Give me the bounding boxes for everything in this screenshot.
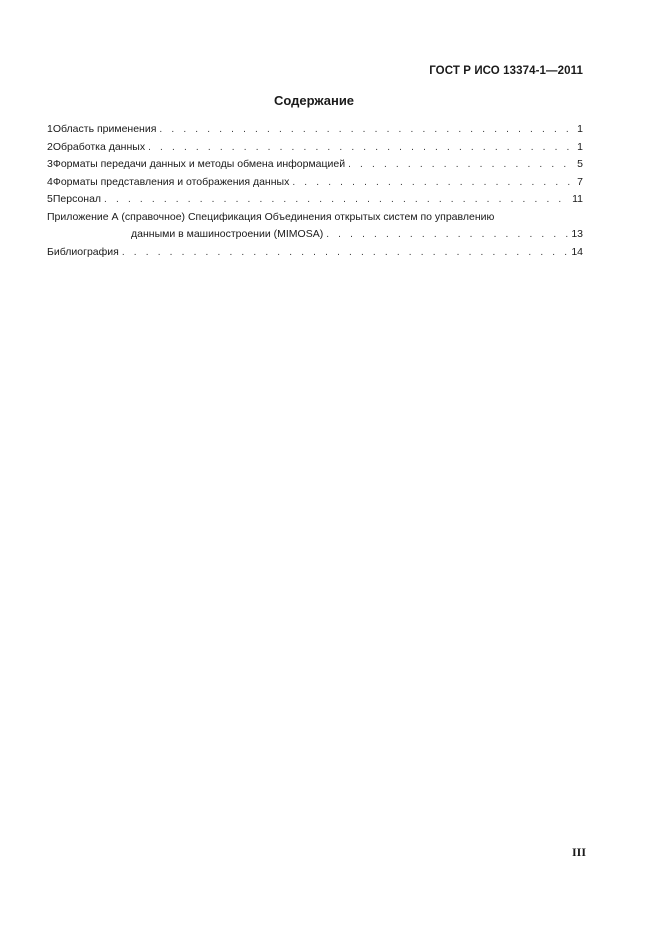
toc-leader-dots (104, 191, 569, 209)
toc-leader-dots (122, 244, 568, 262)
toc-entry-label: Форматы передачи данных и методы обмена информацией (52, 158, 346, 170)
toc-leader-dots (326, 226, 568, 244)
toc-entry-label: Область применения (52, 123, 157, 135)
toc-entry-3[interactable] (47, 156, 583, 174)
toc-annex-line2-row (47, 226, 583, 244)
toc-bibliography-label: Библиография (47, 245, 119, 258)
toc-entry-page: 7 (577, 175, 583, 188)
toc-leader-dots (148, 139, 570, 157)
toc-annex-line2: данными в машиностроении (MIMOSA) (131, 228, 324, 240)
toc-annex-entry[interactable] (47, 209, 583, 244)
toc-bibliography-entry[interactable] (47, 244, 583, 262)
toc-entry-number: 5 (47, 193, 53, 205)
toc-annex-page: 13 (571, 228, 583, 240)
toc-entry-page: 5 (577, 158, 583, 170)
toc-leader-dots (159, 121, 570, 139)
toc-entry-1[interactable] (47, 121, 583, 139)
toc-bibliography-page: 14 (571, 245, 583, 258)
page-number: III (572, 845, 587, 859)
toc-entry-label: Форматы представления и отображения данных (52, 175, 290, 188)
toc-leader-dots (348, 156, 570, 174)
toc-entry-page: 1 (577, 140, 583, 153)
toc-entry-number: 2 (47, 140, 53, 153)
toc-entry-5[interactable] (47, 191, 583, 209)
table-of-contents (47, 121, 583, 261)
toc-title: Содержание (273, 93, 355, 108)
toc-entry-label: Обработка данных (52, 140, 146, 153)
toc-entry-number: 3 (47, 158, 53, 170)
toc-entry-4[interactable] (47, 174, 583, 192)
toc-entry-2[interactable] (47, 139, 583, 157)
toc-entry-label: Персонал (52, 193, 102, 205)
standard-code: ГОСТ Р ИСО 13374-1—2011 (429, 65, 583, 77)
toc-entry-page: 11 (572, 193, 583, 205)
toc-annex-line1: Приложение А (справочное) Спецификация Объединения открытых систем по управлению (47, 210, 495, 223)
toc-entry-number: 1 (47, 123, 53, 135)
toc-entry-page: 1 (577, 123, 583, 135)
toc-leader-dots (292, 174, 570, 192)
toc-entry-number: 4 (47, 175, 53, 188)
